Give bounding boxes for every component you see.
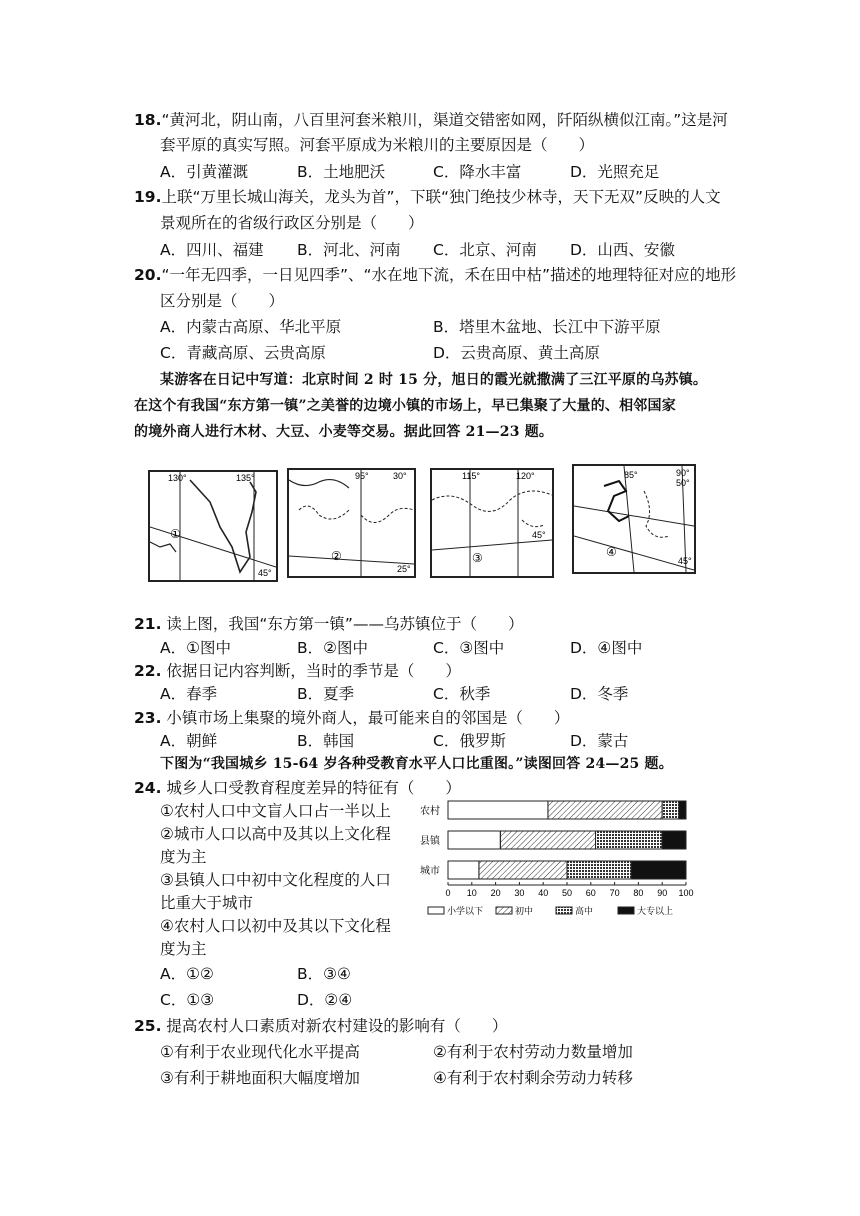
- map2-label-95: 95°: [355, 471, 369, 481]
- q22-stem: 依据日记内容判断，当时的季节是（ ）: [166, 662, 461, 680]
- map3-label-115: 115°: [462, 471, 480, 481]
- chart-legend-swatch: [496, 907, 512, 914]
- chart-bar-segment: [448, 831, 500, 849]
- q20-option-d[interactable]: D．云贵高原、黄土高原: [433, 344, 600, 362]
- q21-option-a[interactable]: A．①图中: [160, 639, 231, 657]
- q19-option-c[interactable]: C．北京、河南: [433, 241, 537, 259]
- map4-label-85: 85°: [624, 470, 638, 480]
- map1-label-135: 135°: [236, 473, 255, 483]
- q18-stem: “黄河北，阴山南，八百里河套米粮川，渠道交错密如网，阡陌纵横似江南。”这是河: [161, 111, 728, 129]
- q23-option-a[interactable]: A．朝鲜: [160, 732, 218, 750]
- passage1-line2: 在这个有我国“东方第一镇”之美誉的边境小镇的市场上，早已集聚了大量的、相邻国家: [134, 398, 676, 414]
- chart-bar-segment: [500, 831, 595, 849]
- q18-option-d[interactable]: D．光照充足: [570, 163, 660, 181]
- q22-option-b[interactable]: B．夏季: [297, 685, 355, 703]
- q22-line: [134, 658, 461, 684]
- q24-item-2a: ②城市人口以高中及其以上文化程: [160, 825, 391, 843]
- map1-label-130: 130°: [168, 473, 187, 483]
- chart-bar-segment: [596, 831, 663, 849]
- q24-item-4a: ④农村人口以初中及其以下文化程: [160, 917, 391, 935]
- q24-line: [134, 775, 461, 801]
- q23-option-b[interactable]: B．韩国: [297, 732, 355, 750]
- q24-option-c[interactable]: C．①③: [160, 991, 215, 1009]
- q19-line2: 景观所在的省级行政区分别是（ ）: [160, 214, 424, 232]
- chart-legend-label: 大专以上: [637, 907, 674, 917]
- map3-marker: ③: [472, 551, 483, 565]
- chart-x-tick-label: 0: [445, 888, 451, 898]
- education-chart: [420, 798, 700, 923]
- chart-bar-segment: [567, 861, 631, 879]
- chart-category-label: 县镇: [420, 836, 440, 847]
- q20-line2: 区分别是（ ）: [160, 292, 285, 310]
- chart-legend-label: 小学以下: [447, 907, 484, 917]
- q24-item-2b: 度为主: [160, 848, 207, 866]
- q25-item-2[interactable]: ②有利于农村劳动力数量增加: [433, 1043, 633, 1061]
- q20-option-b[interactable]: B．塔里木盆地、长江中下游平原: [433, 318, 661, 336]
- map2-marker: ②: [331, 549, 342, 563]
- education-chart-svg: [420, 798, 700, 923]
- map4-label-45: 45°: [678, 556, 692, 566]
- q24-number: 24.: [134, 779, 162, 797]
- q23-line: [134, 705, 569, 731]
- chart-x-tick-label: 70: [609, 888, 620, 898]
- q22-option-a[interactable]: A．春季: [160, 685, 218, 703]
- q18-number: 18.: [134, 111, 162, 129]
- q18-option-c[interactable]: C．降水丰富: [433, 163, 522, 181]
- q19-option-d[interactable]: D．山西、安徽: [570, 241, 675, 259]
- chart-x-tick-label: 90: [657, 888, 668, 898]
- q21-option-c[interactable]: C．③图中: [433, 639, 505, 657]
- map-1: [148, 470, 278, 582]
- q19-stem: 上联“万里长城山海关，龙头为首”，下联“独门绝技少林寺，天下无双”反映的人文: [161, 188, 721, 206]
- chart-x-tick-label: 50: [561, 888, 573, 898]
- map-4: [572, 464, 696, 574]
- q21-option-d[interactable]: D．④图中: [570, 639, 643, 657]
- chart-x-tick-label: 40: [538, 888, 549, 898]
- map3-label-120: 120°: [516, 471, 535, 481]
- chart-x-tick-label: 30: [514, 888, 525, 898]
- q25-stem: 提高农村人口素质对新农村建设的影响有（ ）: [166, 1017, 508, 1035]
- passage2-line: 下图为“我国城乡 15-64 岁各种受教育水平人口比重图。”读图回答 24—25 题。: [160, 756, 673, 772]
- q24-option-d[interactable]: D．②④: [297, 991, 353, 1009]
- q23-option-d[interactable]: D．蒙古: [570, 732, 629, 750]
- q23-option-c[interactable]: C．俄罗斯: [433, 732, 506, 750]
- map2-label-25: 25°: [397, 564, 411, 574]
- q23-number: 23.: [134, 709, 162, 727]
- q24-stem: 城乡人口受教育程度差异的特征有（ ）: [166, 779, 461, 797]
- q20-number: 20.: [134, 266, 162, 284]
- chart-legend-swatch: [556, 907, 572, 914]
- chart-legend-swatch: [618, 907, 634, 914]
- chart-bar-segment: [631, 861, 686, 879]
- q25-item-4[interactable]: ④有利于农村剩余劳动力转移: [433, 1069, 633, 1087]
- map3-label-45: 45°: [532, 530, 546, 540]
- passage1-line3: 的境外商人进行木材、大豆、小麦等交易。据此回答 21—23 题。: [134, 424, 554, 440]
- map4-label-50: 50°: [676, 478, 690, 488]
- q18-line2: 套平原的真实写照。河套平原成为米粮川的主要原因是（ ）: [160, 136, 595, 154]
- map1-label-45: 45°: [258, 568, 272, 578]
- q19-line1: [134, 184, 721, 210]
- passage1-line1: 某游客在日记中写道：北京时间 2 时 15 分，旭日的霞光就撒满了三江平原的乌苏镇。: [160, 372, 708, 388]
- chart-legend-label: 初中: [515, 907, 534, 917]
- chart-bar-segment: [448, 801, 548, 819]
- chart-legend-swatch: [428, 907, 444, 914]
- q19-number: 19.: [134, 188, 162, 206]
- chart-x-tick-label: 60: [585, 888, 596, 898]
- chart-bar-segment: [662, 831, 686, 849]
- q24-item-3a: ③县镇人口中初中文化程度的人口: [160, 871, 391, 889]
- map-3: [430, 468, 554, 578]
- q20-option-a[interactable]: A．内蒙古高原、华北平原: [160, 318, 342, 336]
- chart-bar-segment: [662, 801, 679, 819]
- q24-option-a[interactable]: A．①②: [160, 965, 214, 983]
- q19-option-b[interactable]: B．河北、河南: [297, 241, 401, 259]
- chart-x-tick-label: 20: [490, 888, 501, 898]
- map-2: [287, 468, 416, 578]
- q25-item-3[interactable]: ③有利于耕地面积大幅度增加: [160, 1069, 360, 1087]
- chart-bar-segment: [448, 861, 479, 879]
- q24-item-4b: 度为主: [160, 940, 207, 958]
- chart-bar-segment: [548, 801, 662, 819]
- q20-line1: [134, 262, 736, 288]
- q24-item-3b: 比重大于城市: [160, 894, 254, 912]
- chart-category-label: 农村: [420, 806, 440, 817]
- q18-option-b[interactable]: B．土地肥沃: [297, 163, 386, 181]
- q22-number: 22.: [134, 662, 162, 680]
- q18-option-a[interactable]: A．引黄灌溉: [160, 163, 249, 181]
- q20-option-c[interactable]: C．青藏高原、云贵高原: [160, 344, 326, 362]
- q21-line: [134, 611, 523, 637]
- q20-stem: “一年无四季，一日见四季”、“水在地下流，禾在田中枯”描述的地理特征对应的地形: [161, 266, 737, 284]
- q18-line1: [134, 107, 728, 133]
- map1-marker: ①: [170, 527, 181, 541]
- chart-category-label: 城市: [420, 866, 440, 877]
- q25-line: [134, 1013, 507, 1039]
- q25-item-1[interactable]: ①有利于农业现代化水平提高: [160, 1043, 360, 1061]
- q23-stem: 小镇市场上集聚的境外商人，最可能来自的邻国是（ ）: [166, 709, 570, 727]
- chart-legend-label: 高中: [575, 907, 594, 917]
- chart-bar-segment: [479, 861, 567, 879]
- q21-number: 21.: [134, 615, 162, 633]
- q24-item-1: ①农村人口中文盲人口占一半以上: [160, 802, 391, 820]
- q22-option-d[interactable]: D．冬季: [570, 685, 629, 703]
- q19-option-a[interactable]: A．四川、福建: [160, 241, 264, 259]
- chart-x-tick-label: 80: [633, 888, 644, 898]
- q21-stem: 读上图，我国“东方第一镇”——乌苏镇位于（ ）: [166, 615, 524, 633]
- map2-label-30: 30°: [393, 471, 407, 481]
- chart-x-tick-label: 100: [678, 888, 694, 898]
- chart-x-tick-label: 10: [466, 888, 477, 898]
- map4-label-90: 90°: [676, 468, 690, 478]
- chart-bar-segment: [679, 801, 686, 819]
- q21-option-b[interactable]: B．②图中: [297, 639, 369, 657]
- q22-option-c[interactable]: C．秋季: [433, 685, 491, 703]
- q25-number: 25.: [134, 1017, 162, 1035]
- q24-option-b[interactable]: B．③④: [297, 965, 351, 983]
- map4-marker: ④: [606, 545, 617, 559]
